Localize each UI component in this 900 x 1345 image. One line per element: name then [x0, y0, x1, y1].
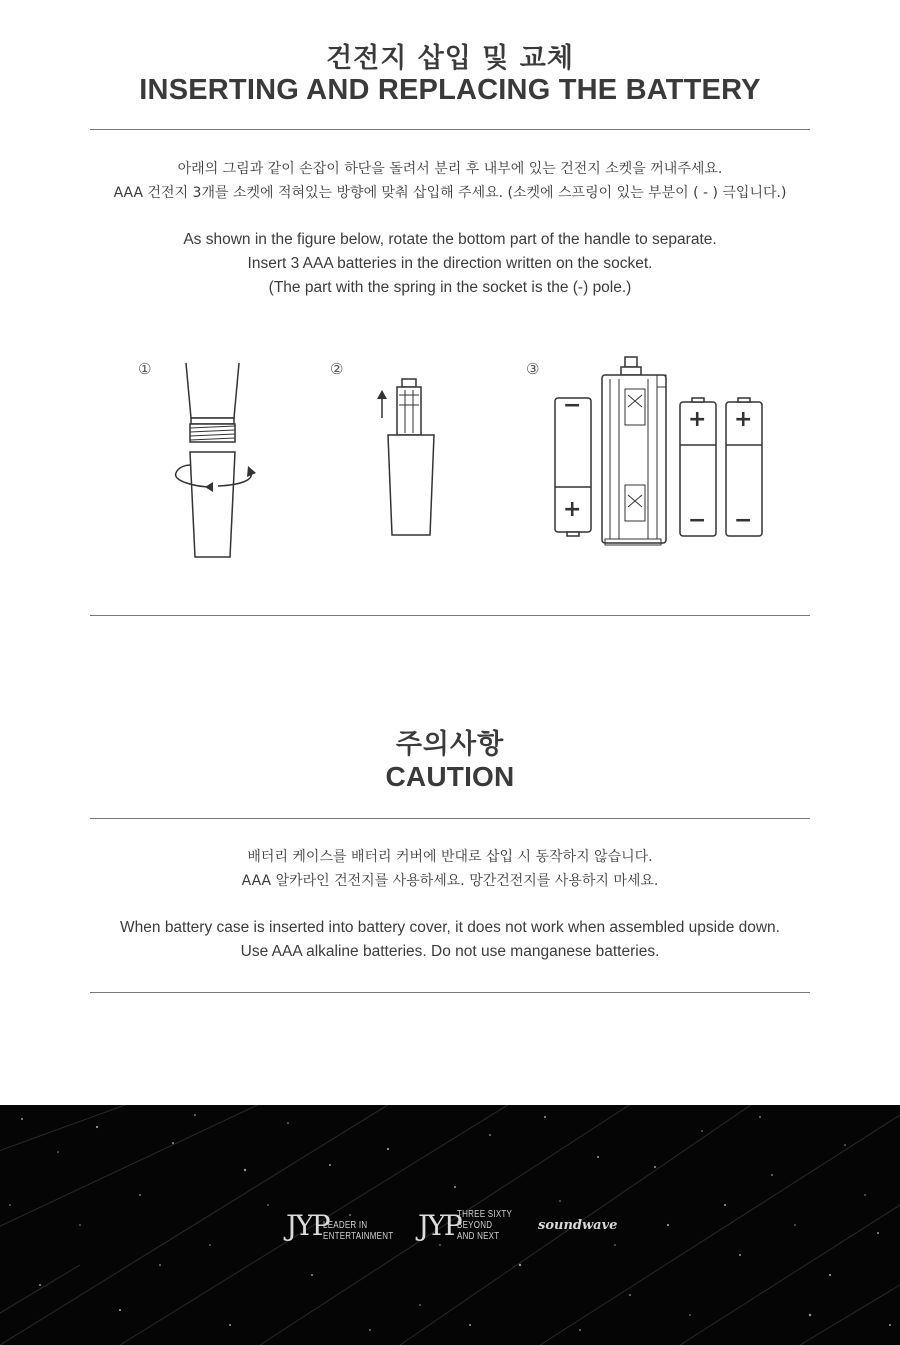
caution-notes-en: [0, 916, 900, 964]
caution-ko-line: 배터리 케이스를 배터리 커버에 반대로 삽입 시 동작하지 않습니다.: [247, 849, 653, 865]
divider: [90, 615, 810, 616]
instruction-en-line: Insert 3 AAA batteries in the direction written on the socket.: [247, 255, 653, 272]
jyp-three-sixty-logo: [418, 1209, 461, 1242]
tagline-line: THREE SIXTY: [457, 1209, 513, 1220]
caution-ko-line: AAA 알카라인 건전지를 사용하세요. 망간건전지를 사용하지 마세요.: [241, 873, 659, 889]
jyp-leader-tagline: [323, 1220, 393, 1242]
plus-sign-left-battery: +: [563, 497, 582, 522]
plus-sign-right-battery: +: [734, 407, 753, 432]
minus-sign-right-battery: −: [734, 508, 753, 533]
minus-sign-left-battery: −: [563, 393, 582, 418]
battery-instructions-en: [0, 228, 900, 300]
divider: [90, 992, 810, 993]
tagline-line: LEADER IN: [323, 1220, 368, 1231]
caution-en-line: When battery case is inserted into battery cover, it does not work when assembled upside down.: [120, 919, 780, 936]
divider: [90, 818, 810, 819]
battery-instructions-ko: [0, 157, 900, 205]
battery-illustration: [0, 355, 900, 570]
footer-starfield: [0, 1105, 900, 1345]
jyp-logo-mark: JYP: [286, 1209, 329, 1242]
step3-batteries-illustration: [555, 357, 762, 545]
jyp-logo-mark: JYP: [418, 1209, 461, 1242]
step2-socket-illustration: [377, 379, 434, 535]
divider: [90, 129, 810, 130]
step-number-1: ①: [138, 360, 152, 378]
instruction-en-line: (The part with the spring in the socket is the (-) pole.): [268, 279, 632, 296]
step-number-3: ③: [526, 360, 540, 378]
caution-en-line: Use AAA alkaline batteries. Do not use manganese batteries.: [240, 943, 660, 960]
caution-title-en: CAUTION: [385, 761, 515, 792]
instruction-en-line: As shown in the figure below, rotate the bottom part of the handle to separate.: [183, 231, 717, 248]
tagline-line: ENTERTAINMENT: [323, 1231, 394, 1242]
battery-section-title-ko: 건전지 삽입 및 교체: [326, 43, 574, 74]
step-number-2: ②: [330, 360, 344, 378]
caution-notes-ko: [0, 845, 900, 893]
instruction-ko-line: 아래의 그림과 같이 손잡이 하단을 돌려서 분리 후 내부에 있는 건전지 소켓을 꺼내주세요.: [177, 161, 723, 177]
tagline-line: AND NEXT: [457, 1231, 500, 1242]
instruction-ko-line: AAA 건전지 3개를 소켓에 적혀있는 방향에 맞춰 삽입해 주세요. (소켓에 스프링이 있는 부분이 ( - ) 극입니다.): [113, 185, 787, 201]
tagline-line: BEYOND: [457, 1220, 493, 1231]
battery-section-title-en: INSERTING AND REPLACING THE BATTERY: [139, 74, 761, 106]
minus-sign-middle-battery: −: [688, 508, 707, 533]
jyp-three-sixty-tagline: [457, 1209, 512, 1242]
caution-title-ko: 주의사항: [395, 729, 505, 760]
step1-handle-illustration: [176, 363, 256, 557]
plus-sign-middle-battery: +: [688, 407, 707, 432]
soundwave-logo: soundwave: [538, 1218, 618, 1233]
